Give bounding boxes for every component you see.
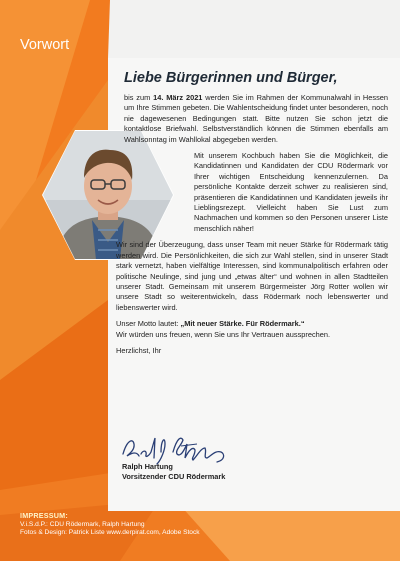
paragraph-intro: [124, 93, 388, 145]
imprint-responsible: V.i.S.d.P.: CDU Rödermark, Ralph Hartung: [20, 520, 145, 528]
election-date: 14. März 2021: [153, 93, 203, 102]
imprint-heading: IMPRESSUM:: [20, 511, 68, 520]
signer-block: [122, 462, 225, 482]
motto-trust: Wir würden uns freuen, wenn Sie uns Ihr Vertrauen aussprechen.: [116, 329, 331, 339]
paragraph-cookbook: Mit unserem Kochbuch haben Sie die Möglichkeit, die Kandidatinnen und Kandidaten der CDU Rödermark vor Ihrer wichtigen Entscheidung kennenzulernen. Da persönliche Kontakte derzeit schwer zu realisieren sind, präsentieren die Kandidatinnen und Kandidaten jeweils ihr Lieblingsrezept. Vielleicht haben Sie Lust zum Nachmachen und kommen so den Personen unserer Liste menschlich näher!: [194, 151, 388, 233]
signer-role: Vorsitzender CDU Rödermark: [122, 472, 226, 481]
imprint: [20, 512, 200, 538]
closing-line: Herzlichst, Ihr: [116, 345, 162, 355]
imprint-credits: Fotos & Design: Patrick Liste www.derpirat.com, Adobe Stock: [20, 529, 200, 537]
paragraph-motto: [116, 319, 388, 340]
signer-name: Ralph Hartung: [122, 462, 173, 471]
signature: [121, 430, 231, 465]
motto-quote: „Mit neuer Stärke. Für Rödermark.“: [180, 319, 305, 329]
paragraph-intro-text-start: bis zum: [124, 93, 154, 102]
letter-body: [116, 93, 388, 362]
motto-prefix: Unser Motto lautet:: [116, 319, 181, 329]
paragraph-team: Wir sind der Überzeugung, dass unser Team mit neuer Stärke für Rödermark tätig werden wird. Die Persönlichkeiten, die sich zur Wahl stellen, sind in unserer Stadt stark vernetzt, haben vielfältige Interessen, sind kommunalpolitisch erfahren oder politische Neulinge, sind jung und „etwas älter“ und wohnen in allen Stadtteilen unserer Stadt. Gemeinsam mit unserem Bürgermeister Jörg Rotter wollen wir unsere Stadt so weiterentwickeln, dass Rödermark noch lebenswerter und liebenswerter wird.: [116, 240, 388, 312]
greeting-heading: Liebe Bürgerinnen und Bürger,: [124, 70, 338, 86]
section-label: Vorwort: [20, 37, 70, 53]
paragraph-intro-text-end: werden Sie im Rahmen der Kommunalwahl in Hessen um Ihre Stimmen gebeten. Die Wahlentscheidung findet unter besonderen, noch nie dagewesenen Bedingungen statt. Bitte nutzen Sie schon jetzt die kontaktlose Briefwahl. Selbstverständlich können die Stimmen ebenfalls am Wahlsonntag im Wahllokal abgegeben werden.: [124, 93, 388, 144]
